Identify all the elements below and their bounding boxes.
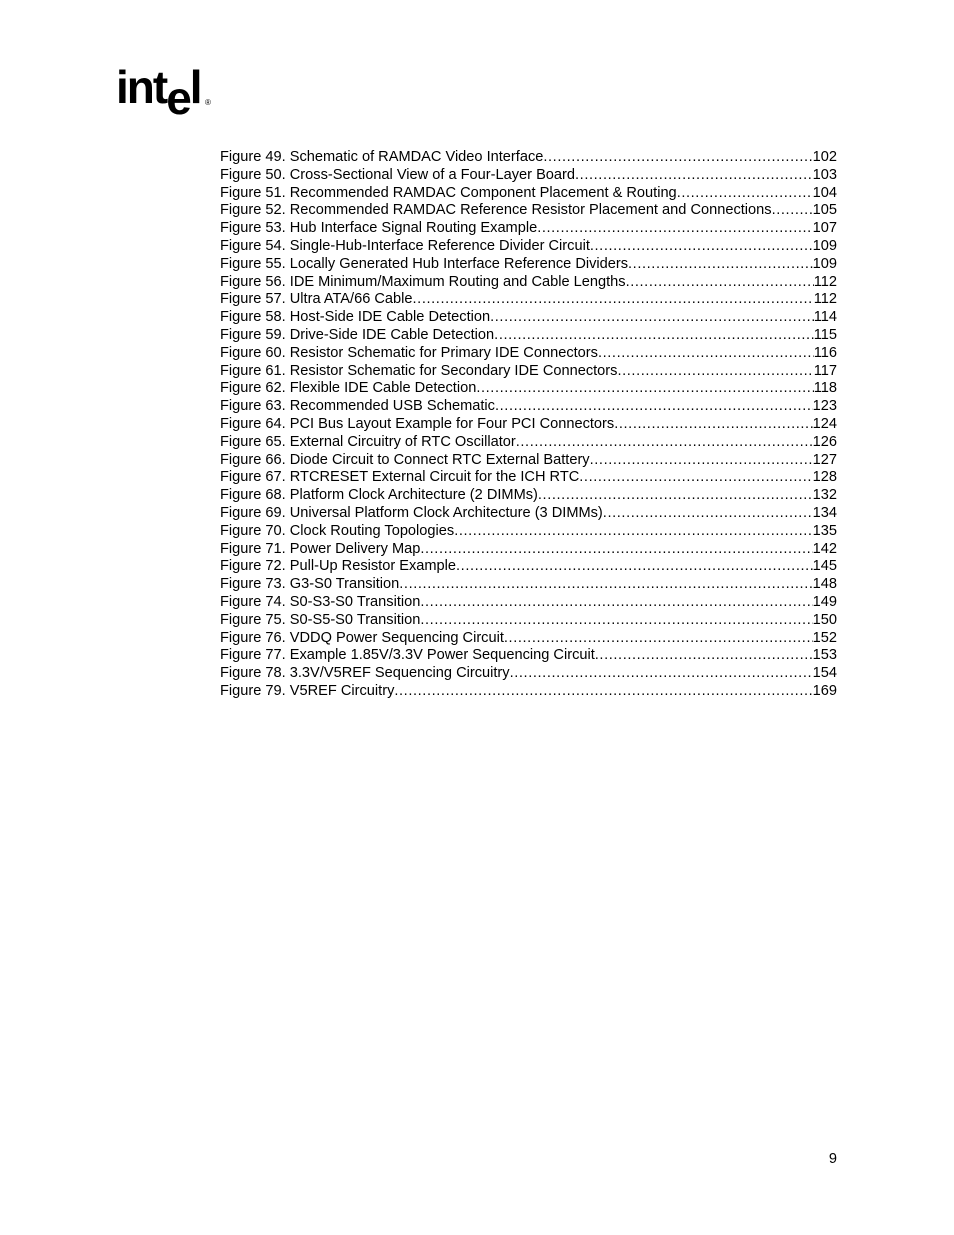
toc-entry[interactable] [220, 452, 837, 470]
toc-entry-page: 154 [812, 665, 837, 682]
toc-entry-title: Figure 66. Diode Circuit to Connect RTC External Battery [220, 451, 590, 468]
toc-entry-page: 132 [812, 487, 837, 504]
toc-entry-page: 103 [812, 166, 837, 183]
toc-entry-title: Figure 51. Recommended RAMDAC Component Placement & Routing [220, 184, 677, 201]
toc-entry-page: 114 [813, 309, 837, 326]
toc-entry-title: Figure 77. Example 1.85V/3.3V Power Sequencing Circuit [220, 647, 595, 664]
toc-entry-page: 148 [812, 576, 837, 593]
toc-entry-title: Figure 55. Locally Generated Hub Interface Reference Dividers [220, 255, 629, 272]
toc-entry[interactable] [220, 487, 837, 505]
list-of-figures [220, 149, 837, 701]
dot-leader [598, 345, 814, 363]
toc-entry-page: 105 [812, 202, 837, 219]
dot-leader [504, 630, 813, 648]
toc-entry-page: 107 [812, 220, 837, 237]
toc-entry-title: Figure 78. 3.3V/V5REF Sequencing Circuitry [220, 665, 510, 682]
toc-entry[interactable] [220, 380, 837, 398]
dot-leader [772, 202, 813, 220]
dot-leader [575, 167, 813, 185]
dot-leader [495, 398, 813, 416]
dot-leader [603, 505, 813, 523]
dot-leader [490, 309, 814, 327]
toc-entry-title: Figure 64. PCI Bus Layout Example for Four PCI Connectors [220, 415, 615, 432]
dot-leader [579, 469, 812, 487]
toc-entry[interactable] [220, 416, 837, 434]
toc-entry[interactable] [220, 202, 837, 220]
toc-entry-page: 109 [812, 255, 837, 272]
toc-entry[interactable] [220, 541, 837, 559]
toc-entry[interactable] [220, 363, 837, 381]
toc-entry-page: 109 [812, 237, 837, 254]
toc-entry-page: 150 [812, 611, 837, 628]
toc-entry[interactable] [220, 274, 837, 292]
dot-leader [413, 291, 814, 309]
toc-entry-title: Figure 70. Clock Routing Topologies [220, 522, 455, 539]
dot-leader [538, 487, 813, 505]
dot-leader [454, 523, 812, 541]
toc-entry[interactable] [220, 612, 837, 630]
toc-entry[interactable] [220, 398, 837, 416]
dot-leader [614, 416, 812, 434]
toc-entry-title: Figure 60. Resistor Schematic for Primary IDE Connectors [220, 344, 598, 361]
toc-entry-page: 117 [813, 362, 837, 379]
dot-leader [590, 238, 813, 256]
toc-entry[interactable] [220, 594, 837, 612]
toc-entry-title: Figure 62. Flexible IDE Cable Detection [220, 380, 477, 397]
toc-entry-title: Figure 61. Resistor Schematic for Secondary IDE Connectors [220, 362, 618, 379]
logo-wordmark: intel [116, 61, 201, 124]
dot-leader [516, 434, 813, 452]
toc-entry-page: 153 [812, 647, 837, 664]
toc-entry-page: 115 [813, 326, 837, 343]
toc-entry-title: Figure 65. External Circuitry of RTC Oscillator [220, 433, 516, 450]
dot-leader [595, 647, 813, 665]
toc-entry-title: Figure 50. Cross-Sectional View of a Four-Layer Board [220, 166, 576, 183]
toc-entry[interactable] [220, 505, 837, 523]
toc-entry-page: 126 [812, 433, 837, 450]
dot-leader [399, 576, 812, 594]
toc-entry[interactable] [220, 185, 837, 203]
registered-mark: ® [205, 98, 211, 107]
toc-entry-page: 123 [812, 398, 837, 415]
toc-entry-page: 142 [812, 540, 837, 557]
toc-entry[interactable] [220, 630, 837, 648]
toc-entry-title: Figure 72. Pull-Up Resistor Example [220, 558, 457, 575]
toc-entry-page: 145 [812, 558, 837, 575]
dot-leader [628, 256, 813, 274]
toc-entry-title: Figure 49. Schematic of RAMDAC Video Interface [220, 149, 544, 165]
toc-entry-title: Figure 67. RTCRESET External Circuit for the ICH RTC [220, 469, 580, 486]
dot-leader [476, 380, 813, 398]
toc-entry[interactable] [220, 345, 837, 363]
toc-entry[interactable] [220, 469, 837, 487]
toc-entry[interactable] [220, 238, 837, 256]
toc-entry-title: Figure 56. IDE Minimum/Maximum Routing and Cable Lengths [220, 273, 626, 290]
toc-entry[interactable] [220, 309, 837, 327]
toc-entry-title: Figure 69. Universal Platform Clock Architecture (3 DIMMs) [220, 504, 603, 521]
toc-entry-page: 102 [812, 149, 837, 165]
page-number: 9 [828, 1151, 837, 1167]
toc-entry-title: Figure 57. Ultra ATA/66 Cable [220, 291, 413, 308]
toc-entry-title: Figure 79. V5REF Circuitry [220, 682, 395, 699]
toc-entry[interactable] [220, 523, 837, 541]
toc-entry-page: 134 [812, 504, 837, 521]
toc-entry-title: Figure 58. Host-Side IDE Cable Detection [220, 309, 491, 326]
toc-entry[interactable] [220, 665, 837, 683]
dot-leader [420, 594, 812, 612]
toc-entry-page: 118 [813, 380, 837, 397]
dot-leader [510, 665, 813, 683]
toc-entry-page: 112 [813, 291, 837, 308]
dot-leader [456, 558, 813, 576]
dot-leader [494, 327, 814, 345]
toc-entry-title: Figure 54. Single-Hub-Interface Reference Divider Circuit [220, 237, 590, 254]
toc-entry[interactable] [220, 576, 837, 594]
toc-entry-title: Figure 68. Platform Clock Architecture (2 DIMMs) [220, 487, 538, 504]
toc-entry-title: Figure 53. Hub Interface Signal Routing Example [220, 220, 538, 237]
toc-entry-page: 169 [812, 682, 837, 699]
toc-entry-title: Figure 74. S0-S3-S0 Transition [220, 593, 421, 610]
toc-entry-page: 128 [812, 469, 837, 486]
toc-entry[interactable] [220, 683, 837, 701]
dot-leader [543, 149, 812, 167]
toc-entry-title: Figure 73. G3-S0 Transition [220, 576, 400, 593]
dot-leader [420, 612, 812, 630]
toc-entry[interactable] [220, 149, 837, 167]
dot-leader [617, 363, 813, 381]
toc-entry-page: 112 [813, 273, 837, 290]
toc-entry-title: Figure 71. Power Delivery Map [220, 540, 421, 557]
toc-entry[interactable] [220, 291, 837, 309]
toc-entry[interactable] [220, 434, 837, 452]
toc-entry-page: 152 [812, 629, 837, 646]
intel-logo [116, 62, 226, 122]
dot-leader [420, 541, 812, 559]
toc-entry-page: 127 [812, 451, 837, 468]
toc-entry[interactable] [220, 167, 837, 185]
toc-entry-title: Figure 59. Drive-Side IDE Cable Detection [220, 326, 495, 343]
toc-entry-page: 104 [812, 184, 837, 201]
toc-entry[interactable] [220, 327, 837, 345]
toc-entry-page: 116 [813, 344, 837, 361]
dot-leader [590, 452, 813, 470]
toc-entry-page: 149 [812, 593, 837, 610]
toc-entry-title: Figure 75. S0-S5-S0 Transition [220, 611, 421, 628]
toc-entry-title: Figure 63. Recommended USB Schematic [220, 398, 495, 415]
dot-leader [394, 683, 812, 701]
toc-entry-page: 124 [812, 415, 837, 432]
dot-leader [537, 220, 812, 238]
toc-entry[interactable] [220, 220, 837, 238]
toc-entry-page: 135 [812, 522, 837, 539]
dot-leader [677, 185, 813, 203]
toc-entry[interactable] [220, 647, 837, 665]
toc-entry[interactable] [220, 256, 837, 274]
dot-leader [626, 274, 814, 292]
toc-entry[interactable] [220, 558, 837, 576]
toc-entry-title: Figure 52. Recommended RAMDAC Reference Resistor Placement and Connections [220, 202, 772, 219]
toc-entry-title: Figure 76. VDDQ Power Sequencing Circuit [220, 629, 504, 646]
